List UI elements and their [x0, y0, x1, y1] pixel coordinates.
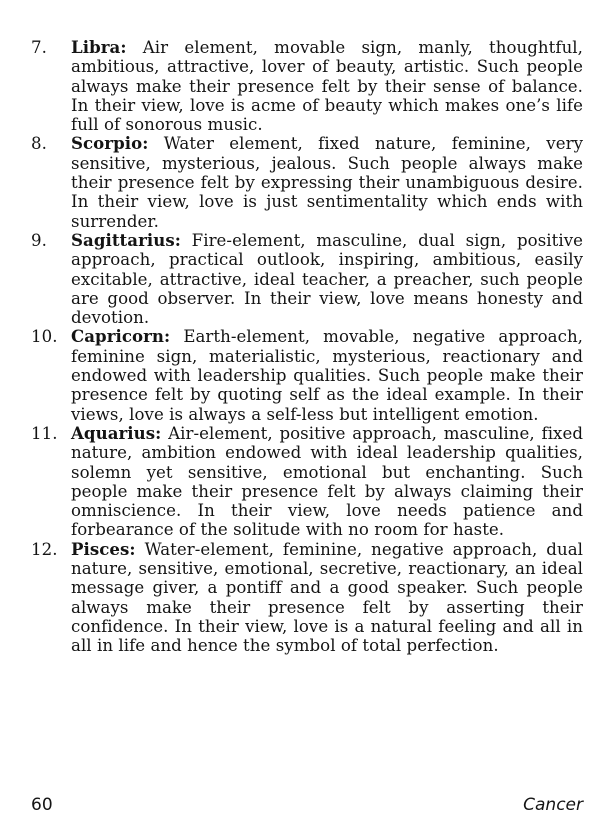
list-item-aquarius: [31, 424, 583, 540]
sign-description: Water element, fixed nature, feminine, very sensitive, mysterious, jealous. Such people always make their presence felt by expressing their unambiguous desire. In their view, love is just sentimentality which ends with surrender.: [71, 134, 583, 231]
running-head: Cancer: [523, 795, 583, 815]
list-item-libra: [31, 38, 583, 134]
item-number: 9.: [31, 230, 47, 250]
page-footer: [31, 795, 583, 817]
list-item-sagittarius: [31, 231, 583, 327]
sign-description: Earth-element, movable, negative approach, feminine sign, materialistic, mysterious, reactionary and endowed with leadership qualities. Such people make their presence felt by quoting self as the ideal example. In their views, love is always a self-less but intelligent emotion.: [71, 327, 584, 424]
item-number: 8.: [31, 134, 47, 154]
list-item-scorpio: [31, 134, 583, 230]
sign-name: Sagittarius:: [71, 229, 181, 250]
item-number: 12.: [31, 539, 58, 559]
sign-name: Scorpio:: [71, 133, 149, 154]
list-item-pisces: [31, 540, 583, 656]
page-number: 60: [31, 795, 53, 815]
sign-description: Air-element, positive approach, masculine, fixed nature, ambition endowed with ideal leadership qualities, solemn yet sensitive, emotional but enchanting. Such people make their presence felt by always claiming their omniscience. In their view, love needs patience and forbearance of the solitude with no room for haste.: [71, 423, 584, 540]
sign-name: Aquarius:: [71, 422, 162, 443]
sign-name: Capricorn:: [71, 326, 171, 347]
sign-description: Water-element, feminine, negative approach, dual nature, sensitive, emotional, secretive, reactionary, an ideal message giver, a pontiff and a good speaker. Such people always make their presence felt by asserting their confidence. In their view, love is a natural feeling and all in all in life and hence the symbol of total perfection.: [71, 539, 583, 656]
item-number: 7.: [31, 38, 47, 57]
list-item-capricorn: [31, 327, 583, 423]
sign-name: Pisces:: [71, 538, 136, 559]
item-number: 10.: [31, 327, 58, 347]
sign-description: Air element, movable sign, manly, thoughtful, ambitious, attractive, lover of beauty, artistic. Such people always make their presence felt by their sense of balance. In their view, love is acme of beauty which makes one’s life full of sonorous music.: [71, 38, 583, 135]
sign-name: Libra:: [71, 37, 127, 57]
sign-description: Fire-element, masculine, dual sign, positive approach, practical outlook, inspiring, ambitious, easily excitable, attractive, ideal teacher, a preacher, such people are good observer. In their view, love means honesty and devotion.: [71, 230, 583, 328]
item-number: 11.: [31, 423, 58, 443]
zodiac-list: [31, 38, 583, 656]
